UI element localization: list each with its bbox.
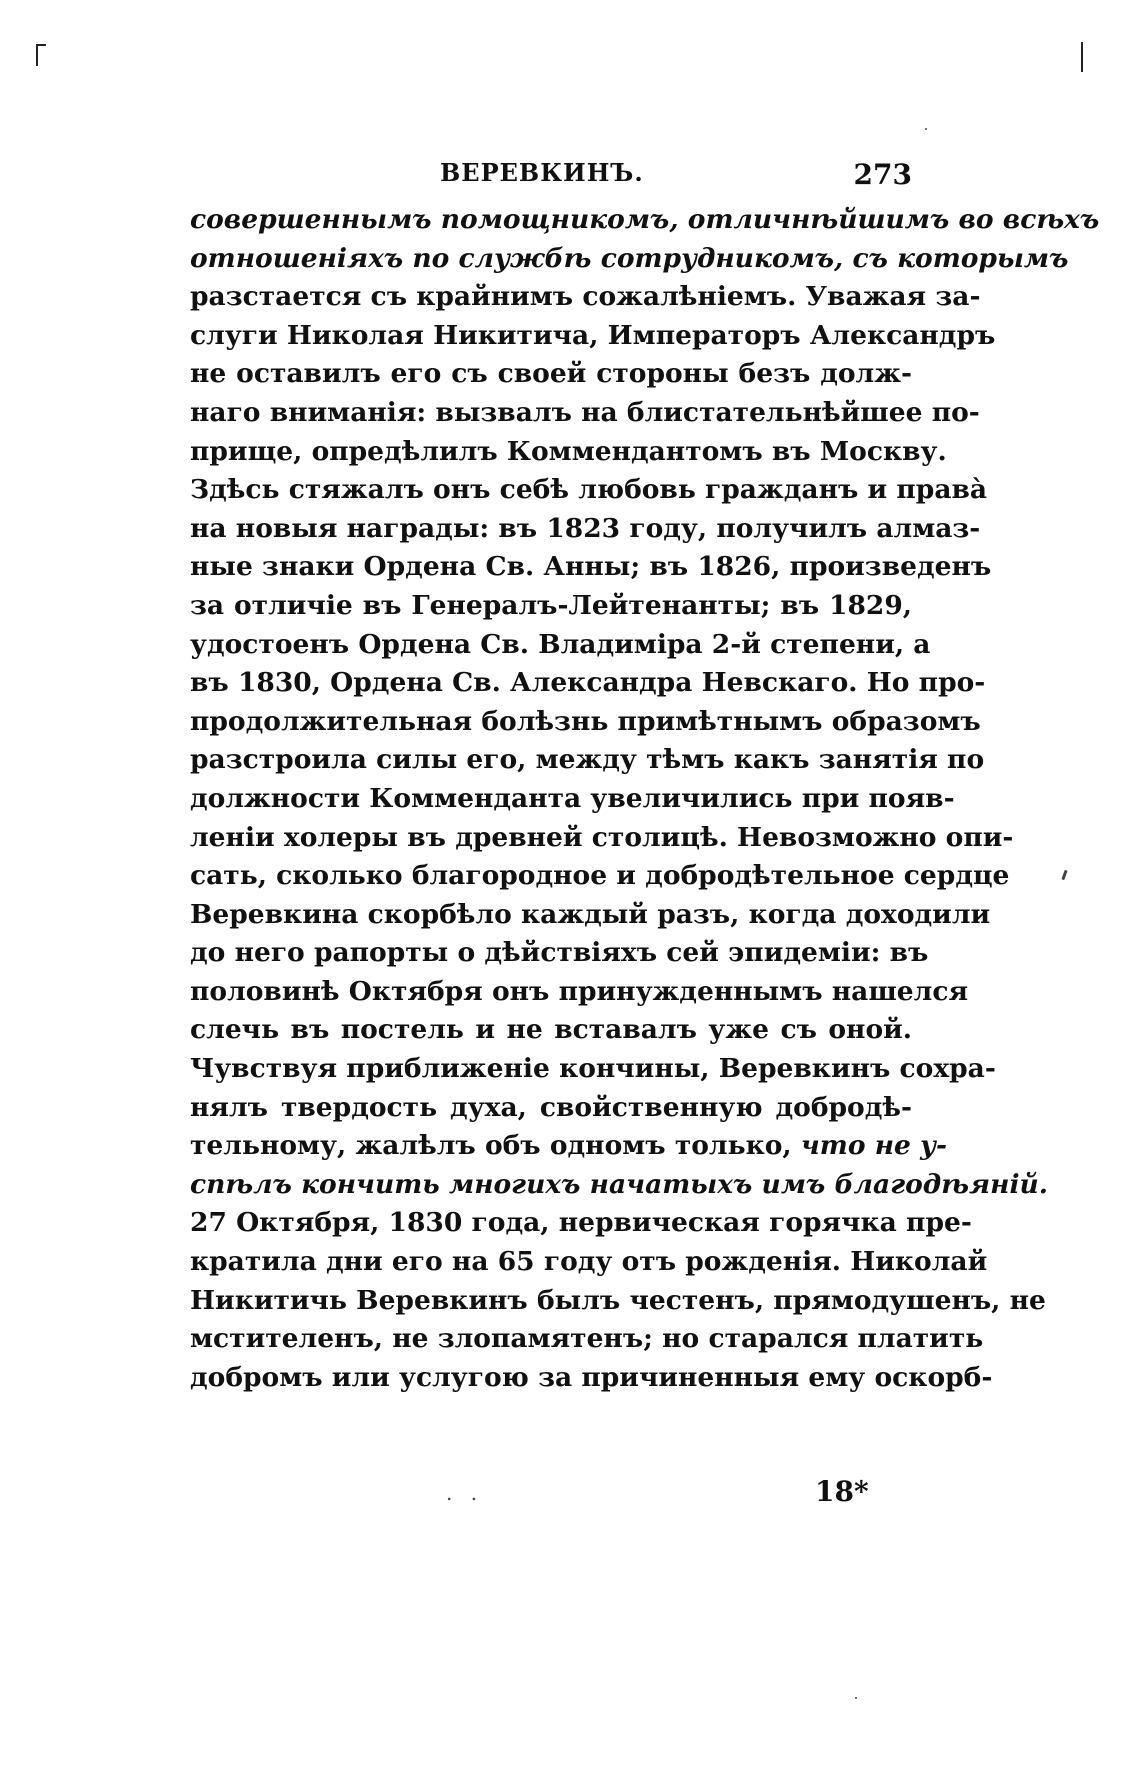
text-line: 27 Октября, 1830 года, нервическая горячка пре- — [190, 1207, 972, 1239]
text-line: за отличіе въ Генералъ-Лейтенанты; въ 1829, — [190, 589, 912, 621]
text-line: сать, сколько благородное и добродѣтельное сердце — [190, 860, 1010, 892]
text-line: до него рапорты о дѣйствіяхъ сей эпидеміи: въ — [190, 937, 929, 969]
printer-signature: 18* — [815, 1475, 869, 1508]
text-line: слечь въ постель и не вставалъ уже съ оной. — [190, 1014, 912, 1046]
text-line: тельному, жалѣлъ объ одномъ только, что не у- — [190, 1130, 947, 1162]
text-line: ные знаки Ордена Св. Анны; въ 1826, произведенъ — [190, 551, 992, 583]
scan-corner-mark-horizontal — [36, 44, 46, 46]
text-line: Никитичь Веревкинъ былъ честенъ, прямодушенъ, не — [190, 1284, 1046, 1316]
text-line: продолжительная болѣзнь примѣтнымъ образомъ — [190, 705, 981, 737]
text-line: удостоенъ Ордена Св. Владиміра 2-й степени, а — [190, 628, 931, 660]
text-line: прище, опредѣлилъ Коммендантомъ въ Москву. — [190, 435, 947, 467]
text-line: слуги Николая Никитича, Императоръ Александръ — [190, 319, 996, 351]
text-line: въ 1830, Ордена Св. Александра Невскаго. Но про- — [190, 667, 986, 699]
body-text — [190, 201, 1100, 1397]
book-page — [190, 0, 1100, 1769]
text-line: совершеннымъ помощникомъ, отличнѣйшимъ во всѣхъ — [190, 204, 1100, 235]
text-line: не оставилъ его съ своей стороны безъ долж- — [190, 358, 912, 390]
scan-edge-mark — [1081, 42, 1083, 72]
text-line: на новыя награды: въ 1823 году, получилъ алмаз- — [190, 512, 981, 544]
text-line: разстроила силы его, между тѣмъ какъ занятія по — [190, 744, 985, 776]
signature-dots: . . — [446, 1481, 484, 1505]
text-line: отношеніяхъ по службѣ сотрудникомъ, съ которымъ — [190, 242, 1069, 274]
page-number: 273 — [853, 158, 912, 191]
scan-speck — [1061, 870, 1067, 880]
text-line: нялъ твердость духа, свойственную добродѣ- — [190, 1091, 912, 1123]
text-line: разстается съ крайнимъ сожалѣніемъ. Уважая за- — [190, 281, 981, 313]
running-title: ВЕРЕВКИНЪ. — [440, 158, 644, 187]
scan-speck — [925, 128, 927, 130]
text-line: наго вниманія: вызвалъ на блистательнѣйшее по- — [190, 396, 980, 428]
scan-corner-mark — [36, 44, 38, 66]
text-line: половинѣ Октября онъ принужденнымъ нашелся — [190, 975, 969, 1007]
text-line: Здѣсь стяжалъ онъ себѣ любовь гражданъ и правà — [190, 474, 988, 506]
text-line: должности Комменданта увеличились при появ- — [190, 782, 955, 814]
text-line: спѣлъ кончить многихъ начатыхъ имъ благодѣяній. — [190, 1168, 1049, 1200]
text-line: Веревкина скорбѣло каждый разъ, когда доходили — [190, 898, 991, 930]
text-line: кратила дни его на 65 году отъ рожденія. Николай — [190, 1246, 988, 1278]
text-line: леніи холеры въ древней столицѣ. Невозможно опи- — [190, 821, 1014, 853]
text-line: Чувствуя приближеніе кончины, Веревкинъ сохра- — [190, 1053, 996, 1085]
text-line: добромъ или услугою за причиненныя ему оскорб- — [190, 1361, 993, 1393]
running-head — [190, 158, 912, 198]
text-line: мстителенъ, не злопамятенъ; но старался платить — [190, 1323, 984, 1355]
